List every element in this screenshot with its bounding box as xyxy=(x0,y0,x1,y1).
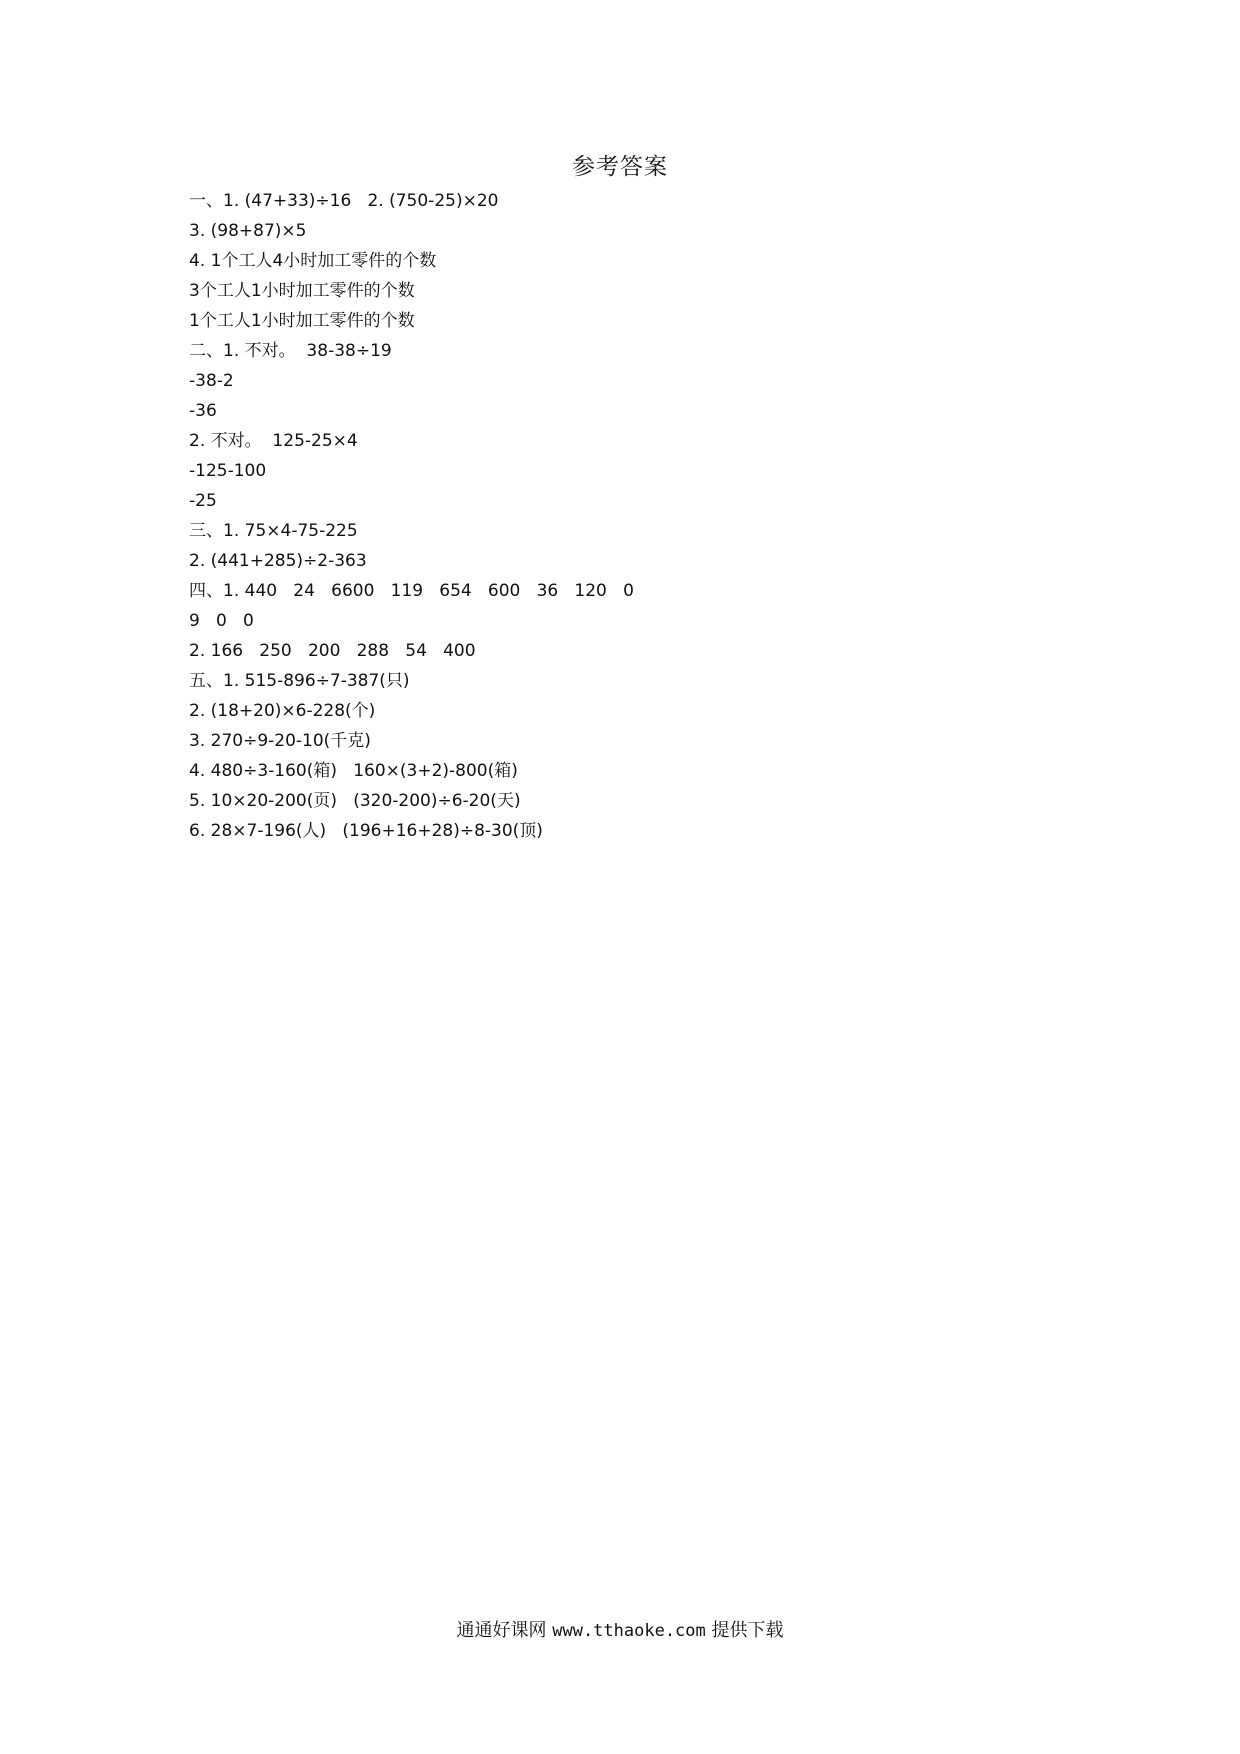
answer-line: 2. (441+285)÷2-363 xyxy=(189,551,367,571)
answer-line: 2. 不对。 125-25×4 xyxy=(189,431,358,451)
footer-site-url: www.tthaoke.com xyxy=(552,1621,706,1641)
answer-line: 3. 270÷9-20-10(千克) xyxy=(189,731,371,751)
answer-line: -38-2 xyxy=(189,371,234,391)
answer-line: 1个工人1小时加工零件的个数 xyxy=(189,311,415,331)
answer-line: 五、1. 515-896÷7-387(只) xyxy=(189,671,410,691)
answer-line: -125-100 xyxy=(189,461,267,481)
footer xyxy=(0,1617,1240,1645)
answer-line: 3个工人1小时加工零件的个数 xyxy=(189,281,415,301)
answer-line: 四、1. 440 24 6600 119 654 600 36 120 0 xyxy=(189,581,634,601)
answer-line: 三、1. 75×4-75-225 xyxy=(189,521,358,541)
answer-line: 2. 166 250 200 288 54 400 xyxy=(189,641,476,661)
answer-line: 9 0 0 xyxy=(189,611,254,631)
answer-line: -25 xyxy=(189,491,217,511)
answer-line: 4. 480÷3-160(箱) 160×(3+2)-800(箱) xyxy=(189,761,518,781)
answer-line: 5. 10×20-200(页) (320-200)÷6-20(天) xyxy=(189,791,521,811)
answer-line: -36 xyxy=(189,401,217,421)
answer-line: 3. (98+87)×5 xyxy=(189,221,307,241)
footer-suffix: 提供下载 xyxy=(711,1620,784,1641)
answer-line: 4. 1个工人4小时加工零件的个数 xyxy=(189,251,437,271)
answer-line: 二、1. 不对。 38-38÷19 xyxy=(189,341,392,361)
footer-prefix: 通通好课网 xyxy=(456,1620,547,1641)
answer-line: 2. (18+20)×6-228(个) xyxy=(189,701,376,721)
answer-line: 6. 28×7-196(人) (196+16+28)÷8-30(顶) xyxy=(189,821,543,841)
answer-line: 一、1. (47+33)÷16 2. (750-25)×20 xyxy=(189,191,499,211)
answer-list xyxy=(189,186,1089,846)
page-title: 参考答案 xyxy=(572,154,668,180)
